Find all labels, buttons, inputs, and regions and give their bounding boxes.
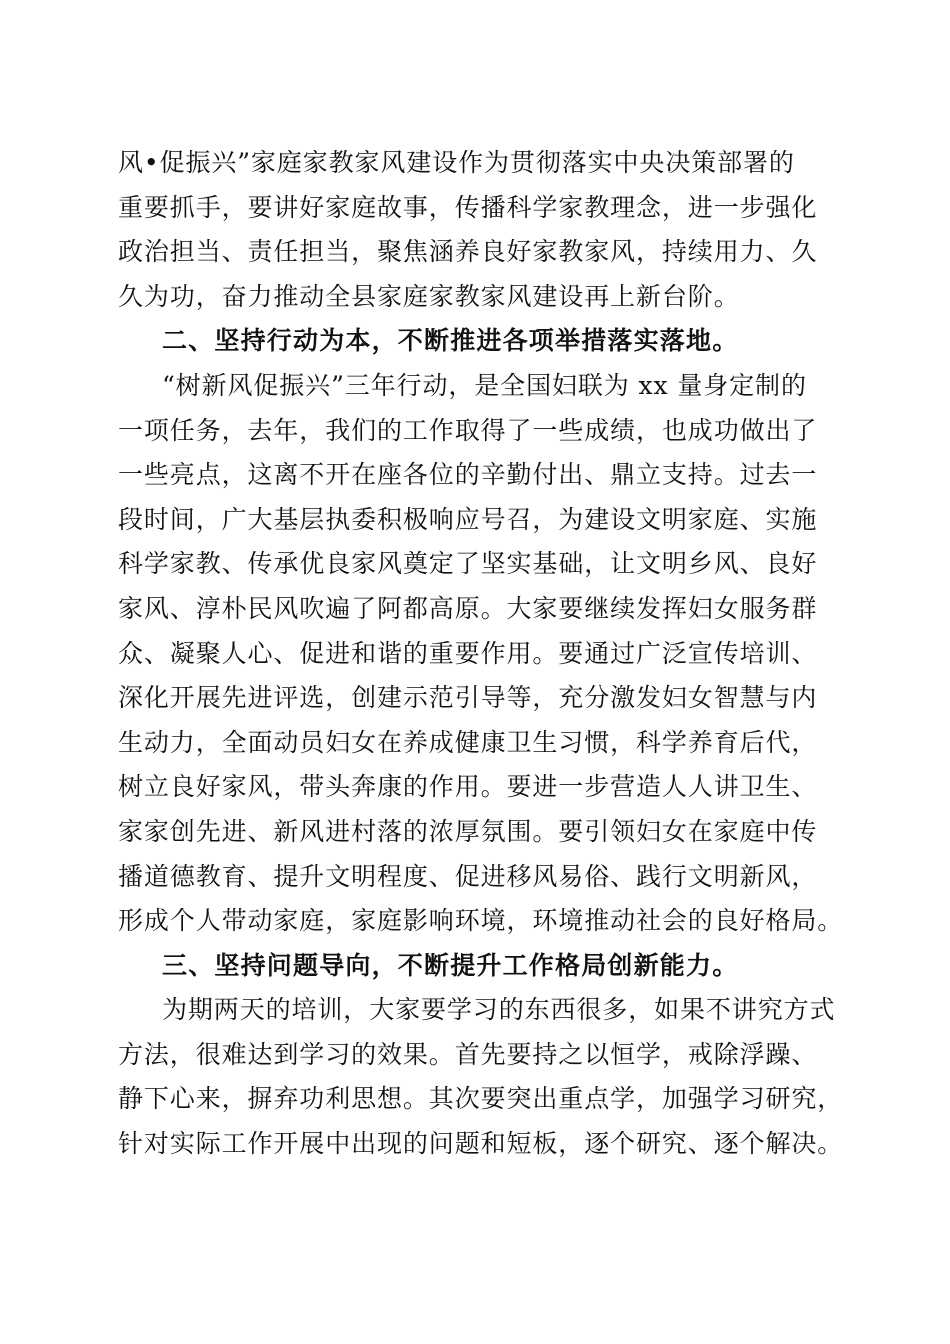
text-line: 风•促振兴”家庭家教家风建设作为贯彻落实中央决策部署的 bbox=[118, 148, 795, 177]
text-line: 播道德教育、提升文明程度、促进移风易俗、践行文明新风， bbox=[118, 861, 818, 891]
text-line: 树立良好家风，带头奔康的作用。要进一步营造人人讲卫生、 bbox=[118, 772, 818, 802]
text-line: 重要抓手，要讲好家庭故事，传播科学家教理念，进一步强化 bbox=[118, 192, 818, 222]
text-line: 段时间，广大基层执委积极响应号召，为建设文明家庭、实施 bbox=[118, 504, 818, 534]
text-line: 政治担当、责任担当，聚焦涵养良好家教家风，持续用力、久 bbox=[118, 237, 818, 267]
text-line: 为期两天的培训，大家要学习的东西很多，如果不讲究方式 bbox=[162, 995, 836, 1025]
text-line: 一些亮点，这离不开在座各位的辛勤付出、鼎立支持。过去一 bbox=[118, 460, 818, 490]
section-heading: 三、坚持问题导向，不断提升工作格局创新能力。 bbox=[162, 950, 739, 980]
text-line: 科学家教、传承优良家风奠定了坚实基础，让文明乡风、良好 bbox=[118, 549, 818, 579]
text-line: 生动力，全面动员妇女在养成健康卫生习惯，科学养育后代， bbox=[118, 727, 818, 757]
section-heading: 二、坚持行动为本，不断推进各项举措落实落地。 bbox=[162, 326, 739, 356]
text-line: 一项任务，去年，我们的工作取得了一些成绩，也成功做出了 bbox=[118, 415, 818, 445]
text-line: 静下心来，摒弃功利思想。其次要突出重点学，加强学习研究， bbox=[118, 1084, 844, 1114]
document-body bbox=[118, 141, 848, 1167]
text-line: 众、凝聚人心、促进和谐的重要作用。要通过广泛宣传培训、 bbox=[118, 638, 818, 668]
text-line: 家家创先进、新风进村落的浓厚氛围。要引领妇女在家庭中传 bbox=[118, 816, 818, 846]
text-line: 方法，很难达到学习的效果。首先要持之以恒学，戒除浮躁、 bbox=[118, 1039, 818, 1069]
text-line: 久为功，奋力推动全县家庭家教家风建设再上新台阶。 bbox=[118, 281, 740, 311]
text-line: 针对实际工作开展中出现的问题和短板，逐个研究、逐个解决。 bbox=[118, 1129, 844, 1159]
text-line: 深化开展先进评选，创建示范引导等，充分激发妇女智慧与内 bbox=[118, 683, 818, 713]
text-line: 形成个人带动家庭，家庭影响环境，环境推动社会的良好格局。 bbox=[118, 906, 844, 936]
text-line: “树新风促振兴”三年行动，是全国妇联为 xx 量身定制的 bbox=[162, 370, 807, 400]
text-line: 家风、淳朴民风吹遍了阿都高原。大家要继续发挥妇女服务群 bbox=[118, 593, 818, 623]
